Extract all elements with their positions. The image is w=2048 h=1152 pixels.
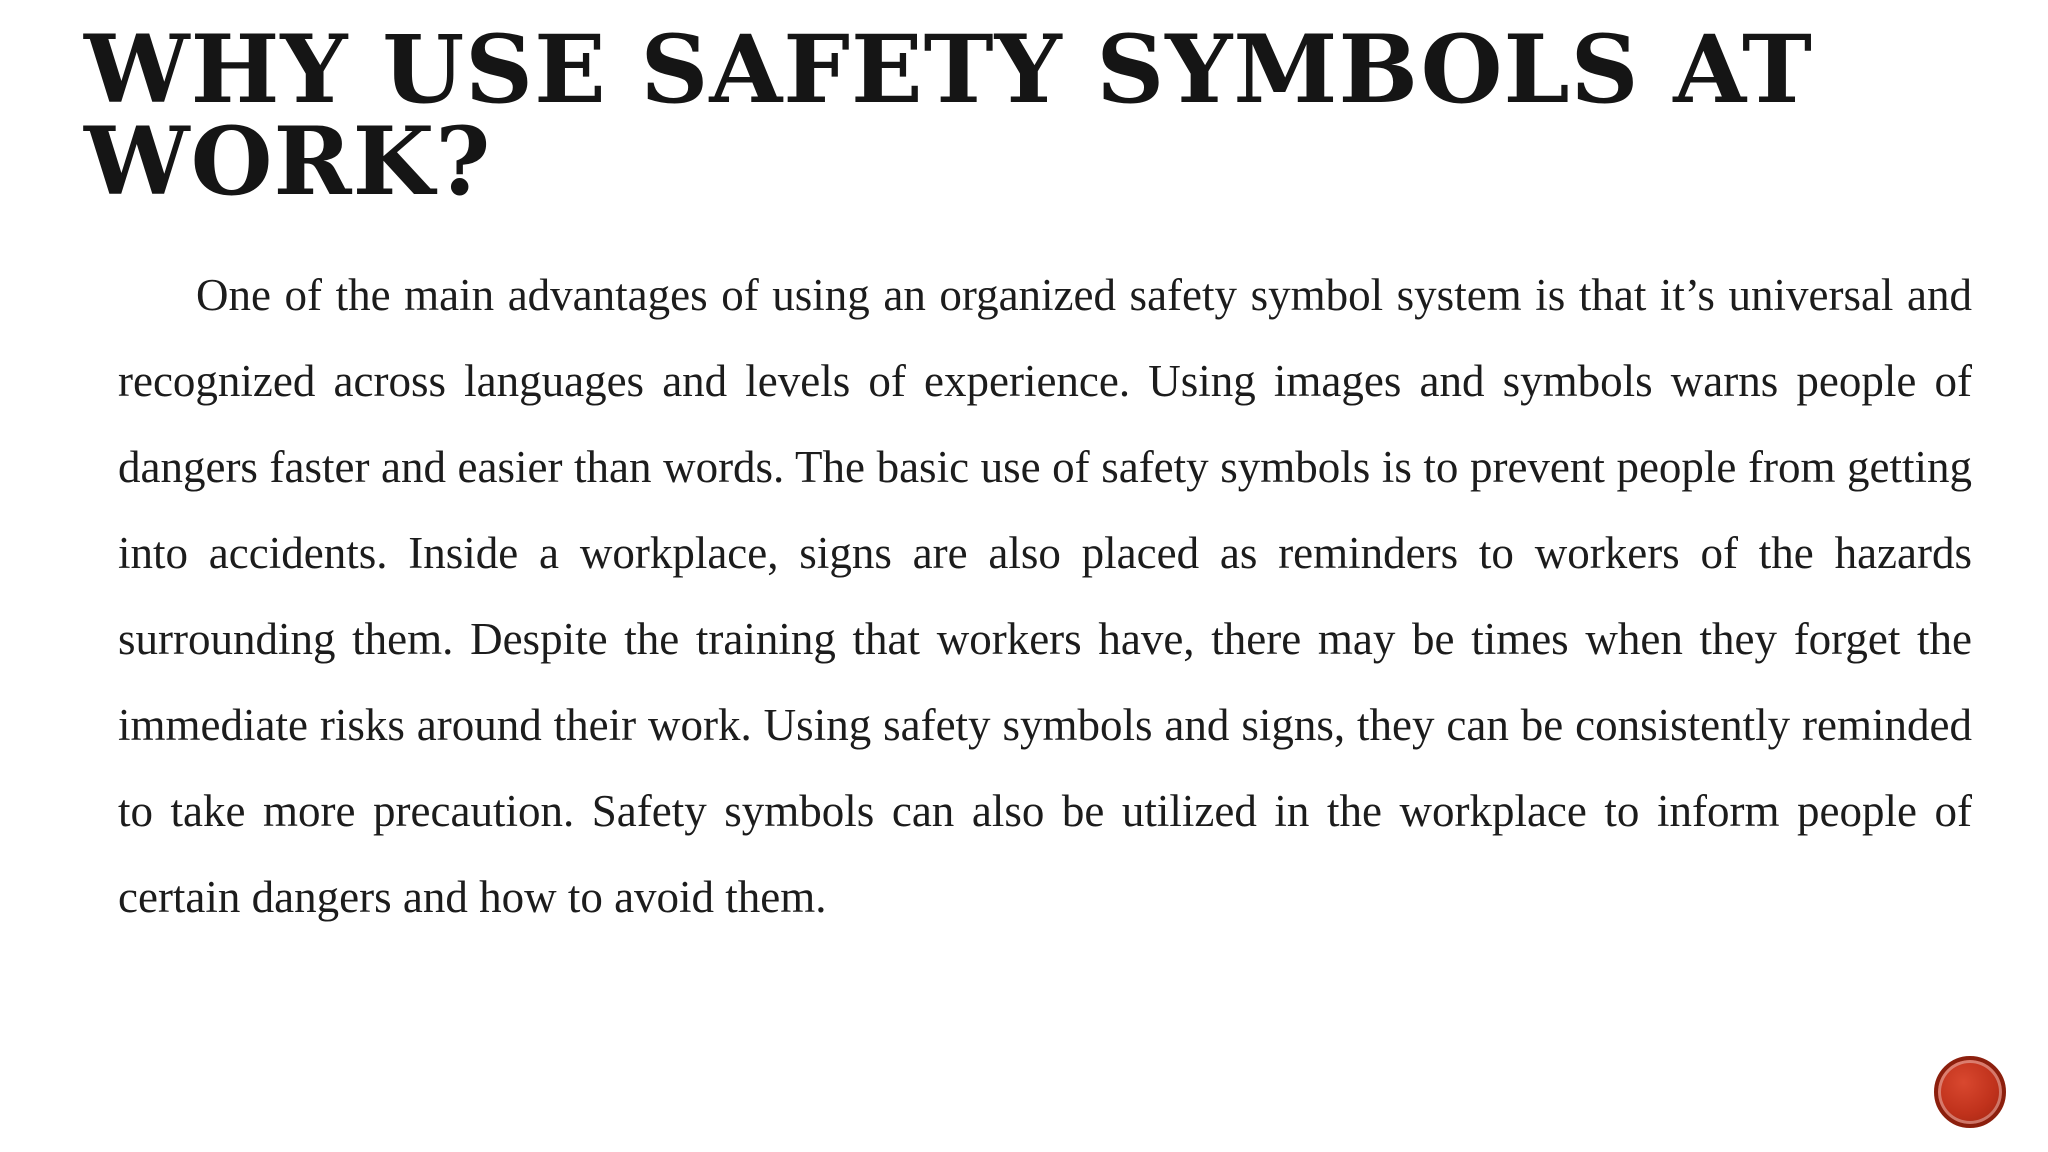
slide-body-paragraph: One of the main advantages of using an organized safety symbol system is that it’s universal and recognized across languages and levels of experience. Using images and symbols warns people of dangers faster and easier than words. The basic use of safety symbols is to prevent people from getting into accidents. Inside a workplace, signs are also placed as reminders to workers of the hazards surrounding them. Despite the training that workers have, there may be times when they forget the immediate risks around their work. Using safety symbols and signs, they can be consistently reminded to take more precaution. Safety symbols can also be utilized in the workplace to inform people of certain dangers and how to avoid them. <box>118 270 1972 922</box>
page-number-badge[interactable] <box>1934 1056 2006 1128</box>
slide-title: WHY USE SAFETY SYMBOLS AT WORK? <box>84 15 1813 217</box>
